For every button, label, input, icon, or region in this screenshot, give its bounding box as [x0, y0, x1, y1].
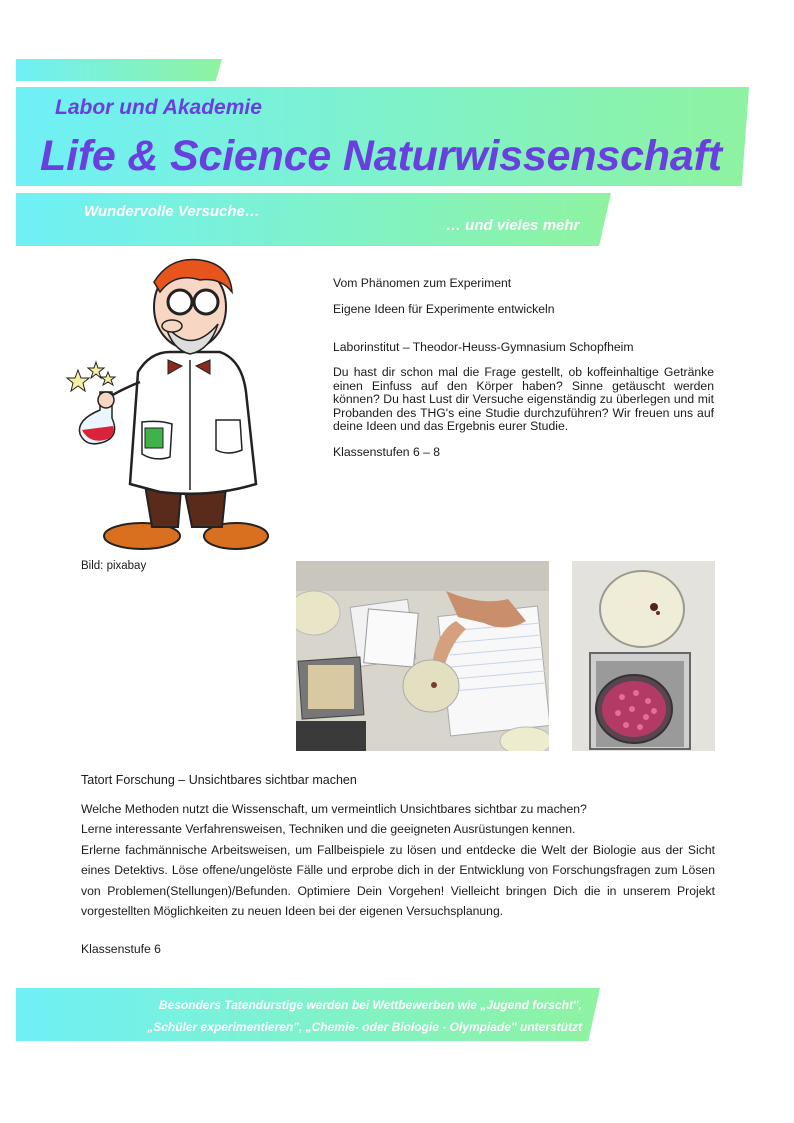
course2-body — [81, 799, 715, 921]
footer-line-2: „Schüler experimentieren", „Chemie- oder Biologie - Olympiade" unterstützt — [147, 1020, 582, 1034]
course1-line2: Eigene Ideen für Experimente entwickeln — [333, 302, 555, 316]
course1-description: Du hast dir schon mal die Frage gestellt, ob koffeinhaltige Getränke einen Einfuss auf den Körper haben? Sinne getäuscht werden können? Du hast Lust dir Versuche eigenständig zu überlegen und mit Probanden des THG's eine Studie durchzuführen? Wir freuen uns auf deine Ideen und das Ergebnis eurer Studie. — [333, 365, 714, 434]
course2-paragraph-3: Erlerne fachmännische Arbeitsweisen, um Fallbeispiele zu lösen und entdecke die Welt der Biologie aus der Sicht eines Detektivs. Löse offene/ungelöste Fälle und erprobe dich in der Entwicklung von Forschungsfragen zum Lösen von Problemen(Stellungen)/Befunden. Optimiere Dein Vorgehen! Vielleicht bringen Dich die in unserem Projekt vorgestellten Möglichkeiten zu neuen Ideen bei der eigenen Versuchsplanung. — [81, 842, 715, 919]
course2-paragraph-2: Lerne interessante Verfahrensweisen, Techniken und die geeigneten Ausrüstungen kennen. — [81, 822, 576, 837]
course1-institute: Laborinstitut – Theodor-Heuss-Gymnasium Schopfheim — [333, 340, 634, 354]
header-accent-bar — [16, 59, 222, 81]
course1-grades: Klassenstufen 6 – 8 — [333, 445, 441, 459]
page-subtitle: Labor und Akademie — [55, 96, 262, 119]
tagline-right: … und vieles mehr — [446, 217, 580, 234]
scientist-illustration — [60, 252, 280, 557]
tagline-left: Wundervolle Versuche… — [84, 203, 260, 220]
course2-paragraph-1: Welche Methoden nutzt die Wissenschaft, um vermeintlich Unsichtbares sichtbar zu machen? — [81, 802, 587, 816]
course2-heading: Tatort Forschung – Unsichtbares sichtbar machen — [81, 773, 357, 787]
image-credit: Bild: pixabay — [81, 560, 147, 572]
lab-photo-petri — [572, 561, 715, 751]
course1-line1: Vom Phänomen zum Experiment — [333, 276, 512, 290]
page-title: Life & Science Naturwissenschaft — [40, 132, 722, 180]
lab-photo-table — [296, 561, 549, 751]
footer-line-1: Besonders Tatendurstige werden bei Wettbewerben wie „Jugend forscht", — [158, 998, 582, 1012]
course2-grades: Klassenstufe 6 — [81, 942, 161, 956]
footer-text — [60, 994, 582, 1038]
